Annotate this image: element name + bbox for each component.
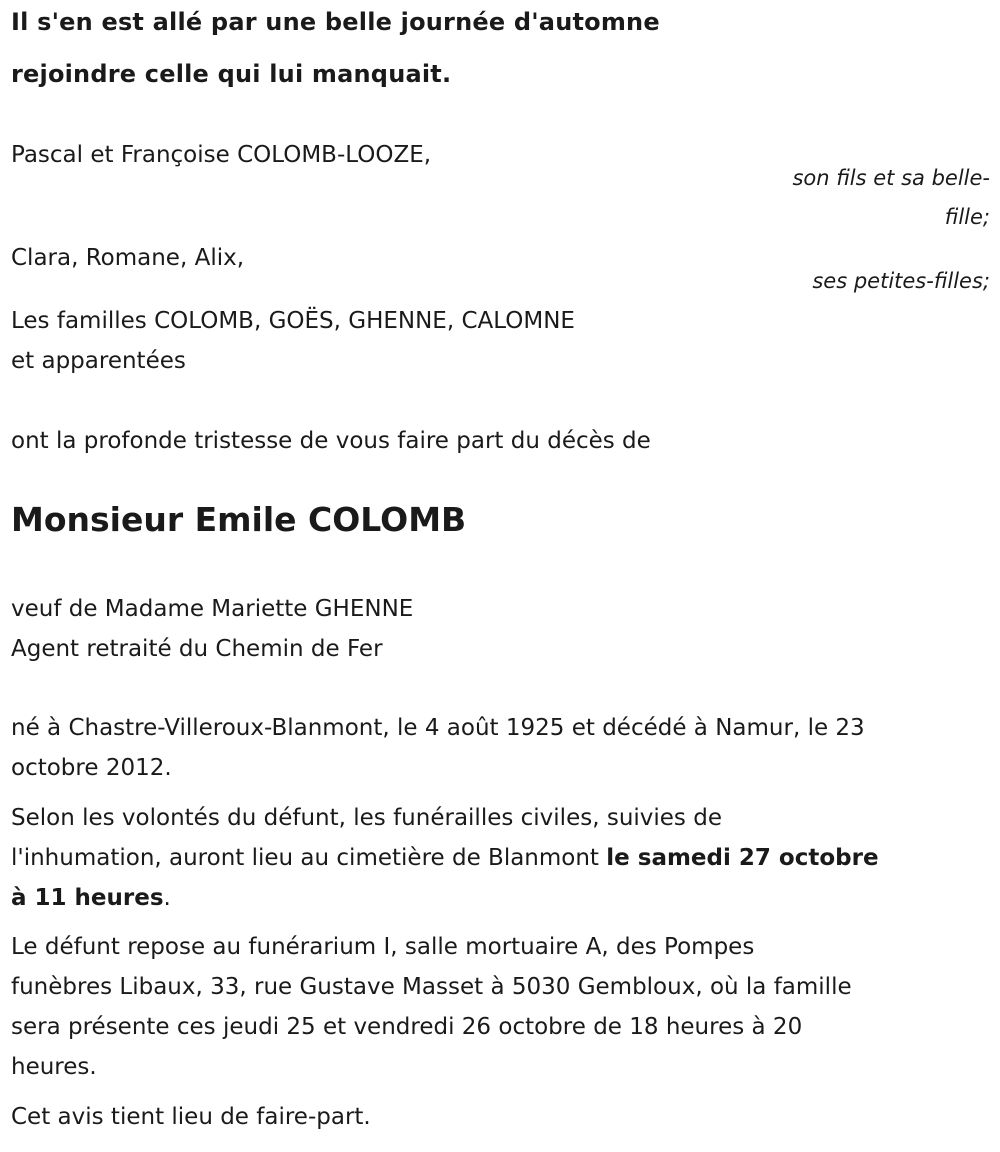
son-names: Pascal et Françoise COLOMB-LOOZE, xyxy=(11,142,432,168)
funeral-date: le samedi 27 octobre xyxy=(606,845,879,871)
repose-line-2: funèbres Libaux, 33, rue Gustave Masset à 5030 Gembloux, où la famille xyxy=(11,974,852,1000)
funeral-line-3-plain: . xyxy=(163,885,171,911)
son-role-line-2: fille; xyxy=(944,205,990,229)
funeral-time: à 11 heures xyxy=(11,885,164,911)
funeral-line-2-plain: l'inhumation, auront lieu au cimetière de Blanmont xyxy=(11,845,607,871)
funeral-line-2 xyxy=(11,838,879,878)
epigraph-line-1: Il s'en est allé par une belle journée d'automne xyxy=(11,8,660,36)
announcement: ont la profonde tristesse de vous faire part du décès de xyxy=(11,428,651,454)
closing-note: Cet avis tient lieu de faire-part. xyxy=(11,1104,371,1130)
repose-line-3: sera présente ces jeudi 25 et vendredi 26 octobre de 18 heures à 20 xyxy=(11,1014,803,1040)
epigraph-line-2: rejoindre celle qui lui manquait. xyxy=(11,60,452,88)
deceased-name: Monsieur Emile COLOMB xyxy=(11,500,467,539)
grandchildren-names: Clara, Romane, Alix, xyxy=(11,245,245,271)
birth-death-line-2: octobre 2012. xyxy=(11,755,172,781)
repose-line-1: Le défunt repose au funérarium I, salle mortuaire A, des Pompes xyxy=(11,934,755,960)
families-line-2: et apparentées xyxy=(11,348,186,374)
birth-death-line-1: né à Chastre-Villeroux-Blanmont, le 4 août 1925 et décédé à Namur, le 23 xyxy=(11,715,865,741)
funeral-line-1: Selon les volontés du défunt, les funérailles civiles, suivies de xyxy=(11,805,722,831)
families-line-1: Les familles COLOMB, GOËS, GHENNE, CALOMNE xyxy=(11,308,575,334)
repose-line-4: heures. xyxy=(11,1054,97,1080)
son-role-line-1: son fils et sa belle- xyxy=(792,166,990,190)
widower-of: veuf de Madame Mariette GHENNE xyxy=(11,596,414,622)
funeral-line-3 xyxy=(11,878,171,918)
occupation: Agent retraité du Chemin de Fer xyxy=(11,636,383,662)
grandchildren-role: ses petites-filles; xyxy=(812,269,990,293)
